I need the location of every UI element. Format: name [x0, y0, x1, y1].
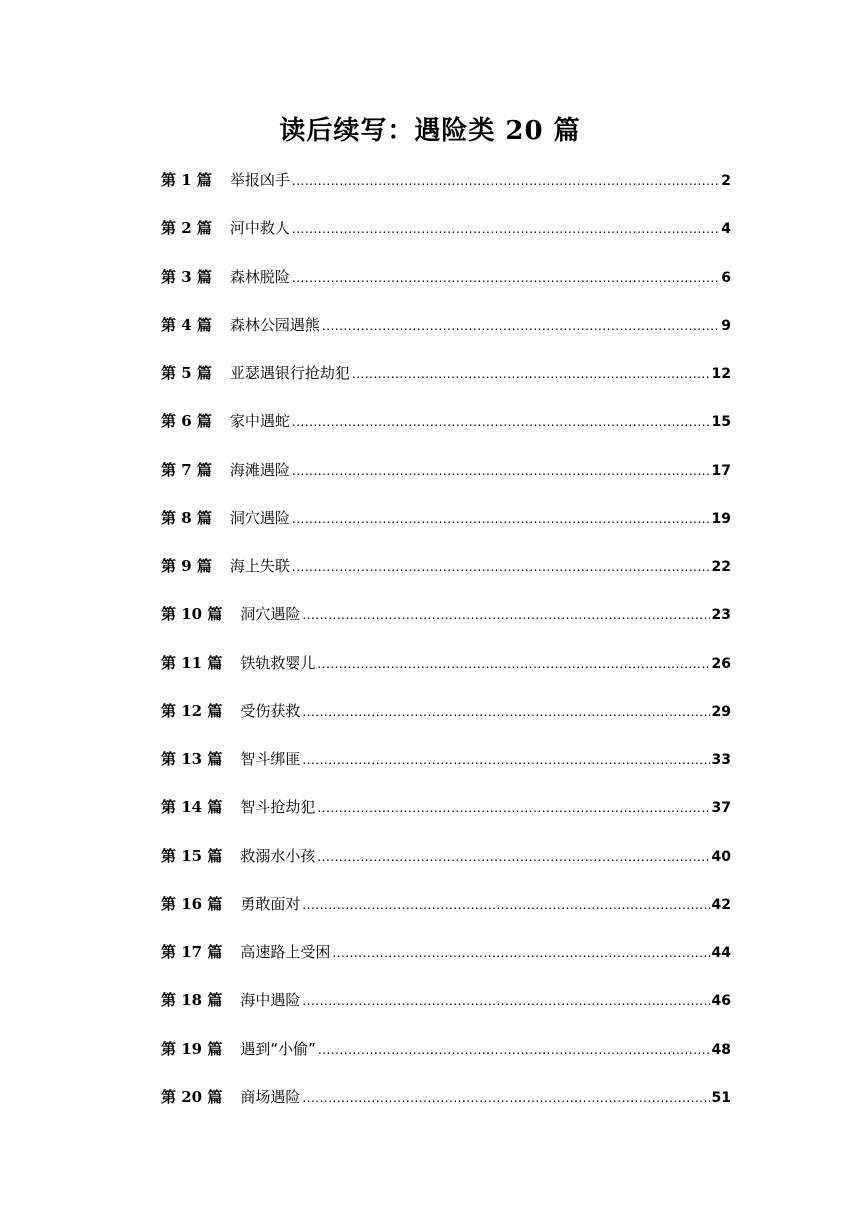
toc-entry-leader-dots: [332, 938, 709, 968]
toc-entry-title[interactable]: 海上失联: [229, 557, 290, 575]
toc-entry-page-number[interactable]: 26: [711, 655, 731, 672]
toc-entry-page-number[interactable]: 19: [711, 510, 731, 527]
toc-entry-leader-dots: [302, 986, 709, 1016]
toc-entry-number: 第 20 篇: [161, 1087, 223, 1106]
toc-entry-title[interactable]: 举报凶手: [229, 171, 290, 189]
toc-entry-page-number[interactable]: 6: [721, 269, 731, 286]
toc-entry-leader-dots: [292, 166, 719, 196]
toc-entry-page-number[interactable]: 37: [711, 800, 731, 817]
toc-entry-title[interactable]: 商场遇险: [240, 1087, 301, 1106]
toc-entry-page-number[interactable]: 44: [711, 945, 731, 961]
toc-entry-leader-dots: [302, 697, 709, 727]
toc-entry-leader-dots: [322, 311, 719, 341]
toc-entry-title[interactable]: 高速路上受困: [240, 943, 331, 961]
table-of-contents: [161, 165, 731, 1130]
toc-entry-number: 第 12 篇: [161, 701, 223, 720]
toc-entry[interactable]: [161, 599, 731, 647]
toc-entry-number: 第 2 篇: [161, 219, 212, 238]
toc-entry[interactable]: [161, 696, 731, 744]
toc-entry-title[interactable]: 家中遇蛇: [229, 412, 290, 431]
toc-entry-number: 第 4 篇: [161, 315, 212, 334]
toc-entry-number: 第 11 篇: [161, 653, 223, 672]
toc-entry-page-number[interactable]: 22: [711, 559, 731, 575]
toc-entry-page-number[interactable]: 40: [711, 848, 731, 865]
toc-entry-page-number[interactable]: 12: [711, 366, 731, 382]
toc-entry-leader-dots: [292, 263, 719, 293]
toc-entry-page-number[interactable]: 17: [711, 462, 731, 479]
toc-entry[interactable]: [161, 551, 731, 599]
toc-entry-number: 第 15 篇: [161, 846, 223, 865]
toc-entry[interactable]: [161, 165, 731, 213]
toc-entry-leader-dots: [292, 456, 710, 486]
toc-entry[interactable]: [161, 310, 731, 358]
toc-entry-title[interactable]: 救溺水小孩: [240, 846, 316, 865]
toc-entry[interactable]: [161, 1034, 731, 1082]
toc-entry-number: 第 17 篇: [161, 943, 223, 961]
toc-entry[interactable]: [161, 648, 731, 696]
toc-entry-number: 第 8 篇: [161, 508, 212, 527]
toc-entry-title[interactable]: 智斗绑匪: [240, 750, 301, 768]
toc-entry-title[interactable]: 勇敢面对: [240, 894, 301, 913]
toc-entry-number: 第 1 篇: [161, 171, 212, 189]
toc-entry-page-number[interactable]: 33: [711, 752, 731, 768]
toc-entry[interactable]: [161, 744, 731, 792]
toc-entry-number: 第 13 篇: [161, 750, 223, 768]
toc-entry-number: 第 10 篇: [161, 605, 223, 624]
toc-entry-title[interactable]: 亚瑟遇银行抢劫犯: [229, 364, 350, 382]
toc-entry-page-number[interactable]: 51: [711, 1089, 731, 1106]
toc-entry[interactable]: [161, 455, 731, 503]
toc-entry-page-number[interactable]: 15: [711, 414, 731, 431]
toc-entry-title[interactable]: 铁轨救婴儿: [240, 653, 316, 672]
toc-entry-leader-dots: [292, 407, 710, 437]
toc-entry-leader-dots: [318, 1035, 710, 1065]
toc-entry[interactable]: [161, 213, 731, 261]
toc-entry-title[interactable]: 森林公园遇熊: [229, 315, 320, 334]
toc-entry-leader-dots: [302, 1083, 709, 1113]
toc-entry-title[interactable]: 海中遇险: [240, 991, 301, 1010]
toc-entry-leader-dots: [302, 600, 709, 630]
toc-entry-page-number[interactable]: 46: [711, 993, 731, 1010]
toc-entry-number: 第 14 篇: [161, 798, 223, 817]
toc-entry-leader-dots: [352, 359, 710, 389]
toc-entry-title[interactable]: 海滩遇险: [229, 460, 290, 479]
toc-entry[interactable]: [161, 358, 731, 406]
toc-entry-title[interactable]: 河中救人: [229, 219, 290, 238]
toc-entry-leader-dots: [302, 890, 709, 920]
toc-entry-title[interactable]: 洞穴遇险: [229, 508, 290, 527]
toc-entry-leader-dots: [292, 504, 710, 534]
toc-entry-number: 第 18 篇: [161, 991, 223, 1010]
toc-entry[interactable]: [161, 889, 731, 937]
toc-entry[interactable]: [161, 985, 731, 1033]
toc-entry[interactable]: [161, 1082, 731, 1130]
toc-entry-leader-dots: [302, 745, 709, 775]
toc-entry-page-number[interactable]: 42: [711, 896, 731, 913]
toc-entry-number: 第 19 篇: [161, 1039, 223, 1058]
toc-entry-title[interactable]: 洞穴遇险: [240, 605, 301, 624]
toc-entry-page-number[interactable]: 23: [711, 607, 731, 624]
toc-entry-title[interactable]: 受伤获救: [240, 701, 301, 720]
toc-entry[interactable]: [161, 937, 731, 985]
toc-entry-number: 第 5 篇: [161, 364, 212, 382]
toc-entry-title[interactable]: 遇到“小偷”: [240, 1039, 316, 1058]
toc-entry-page-number[interactable]: 2: [721, 173, 731, 189]
toc-entry-number: 第 9 篇: [161, 557, 212, 575]
toc-entry-leader-dots: [292, 552, 710, 582]
toc-entry-number: 第 16 篇: [161, 894, 223, 913]
toc-entry-leader-dots: [292, 214, 719, 244]
toc-entry[interactable]: [161, 841, 731, 889]
toc-entry-title[interactable]: 森林脱险: [229, 267, 290, 286]
toc-entry-number: 第 3 篇: [161, 267, 212, 286]
toc-entry-page-number[interactable]: 48: [711, 1041, 731, 1058]
toc-entry-title[interactable]: 智斗抢劫犯: [240, 798, 316, 817]
toc-entry-leader-dots: [317, 793, 709, 823]
toc-entry-page-number[interactable]: 29: [711, 703, 731, 720]
document-title: 读后续写：遇险类 20 篇: [279, 116, 581, 146]
toc-entry-leader-dots: [317, 649, 709, 679]
toc-entry[interactable]: [161, 503, 731, 551]
toc-entry-page-number[interactable]: 4: [721, 221, 731, 238]
toc-entry[interactable]: [161, 792, 731, 840]
toc-entry[interactable]: [161, 262, 731, 310]
toc-entry-leader-dots: [317, 842, 709, 872]
toc-entry-number: 第 6 篇: [161, 412, 212, 431]
toc-entry-page-number[interactable]: 9: [721, 317, 731, 334]
toc-entry-number: 第 7 篇: [161, 460, 212, 479]
toc-entry[interactable]: [161, 406, 731, 454]
